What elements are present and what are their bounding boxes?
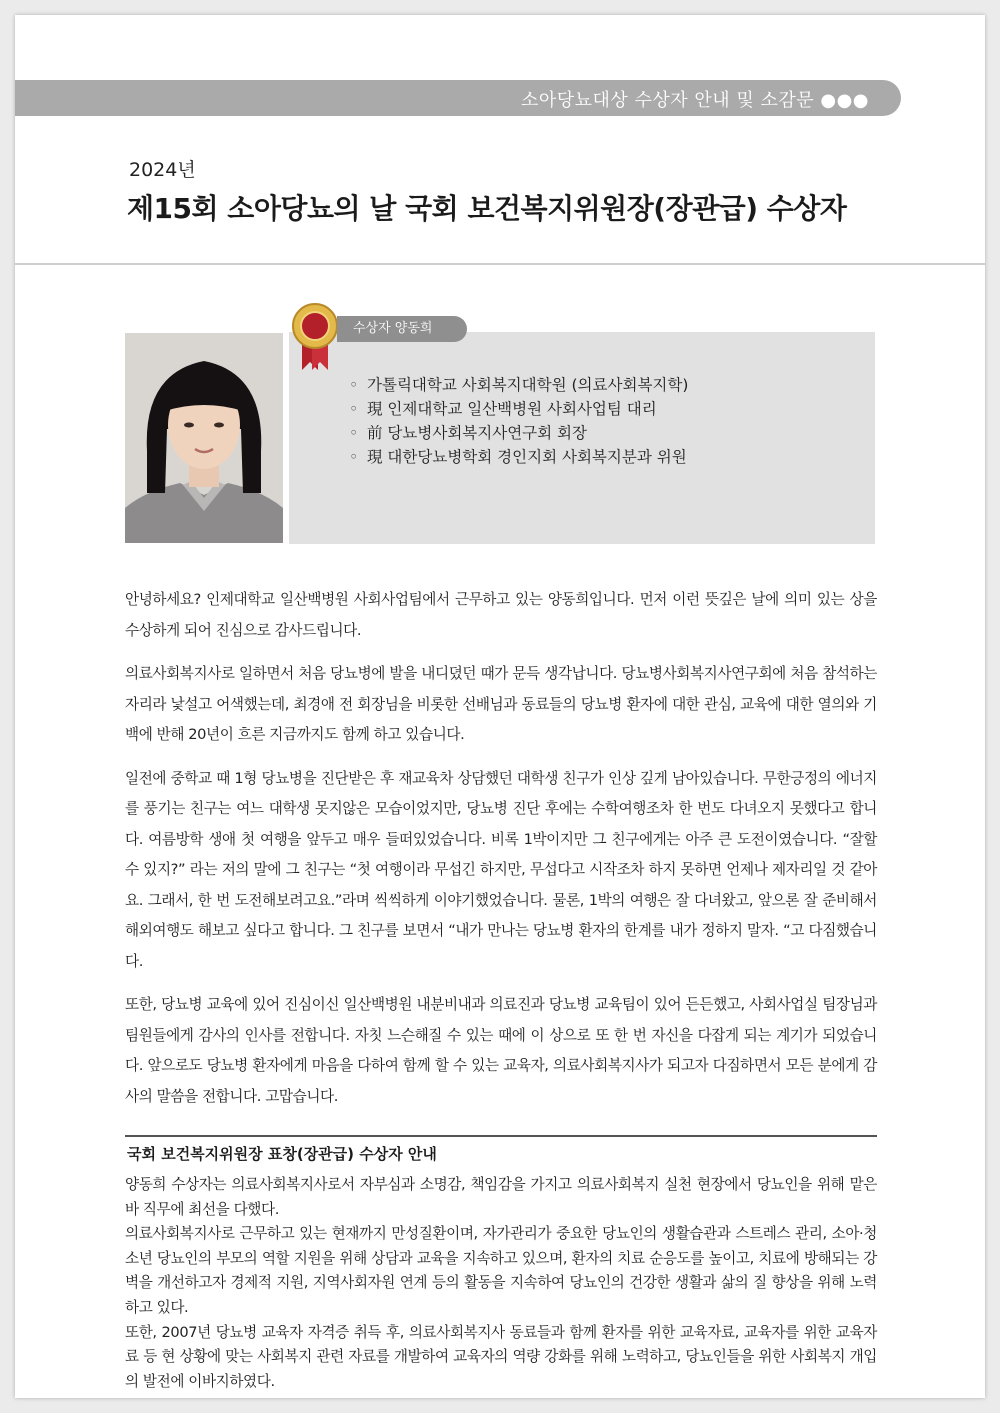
credential-item <box>349 445 688 469</box>
bullet-icon: ◦ <box>349 376 359 394</box>
credential-text: 現 대한당뇨병학회 경인지회 사회복지분과 위원 <box>367 448 687 466</box>
header-bar <box>15 80 901 116</box>
portrait-image <box>125 333 283 543</box>
speech-body <box>125 585 877 1125</box>
credential-item <box>349 397 688 421</box>
recipient-photo <box>125 333 283 543</box>
award-info-paragraph: 의료사회복지사로 근무하고 있는 현재까지 만성질환이며, 자가관리가 중요한 당뇨인의 생활습관과 스트레스 관리, 소아·청소년 당뇨인의 부모의 역할 지원을 위해 상담과 교육을 지속하고 있으며, 환자의 치료 순응도를 높이고, 치료에 방해되는 강벽을 개선하고자 경제적 지원, 지역사회자원 연계 등의 활동을 지속하여 당뇨인의 건강한 생활과 삶의 질 향상을 위해 노력하고 있다. <box>125 1225 877 1316</box>
award-info-paragraph: 또한, 2007년 당뇨병 교육자 자격증 취득 후, 의료사회복지사 동료들과 함께 환자를 위한 교육자료, 교육자를 위한 교육자료 등 현 상황에 맞는 사회복지 관련 자료를 개발하여 교육자의 역량 강화를 위해 노력하고, 당뇨인들을 위한 사회복지 개입의 발전에 이바지하였다. <box>125 1323 877 1390</box>
page-title: 제15회 소아당뇨의 날 국회 보건복지위원장(장관급) 수상자 <box>127 192 847 225</box>
credential-text: 前 당뇨병사회복지사연구회 회장 <box>367 424 588 442</box>
credentials-list <box>349 373 688 469</box>
award-info-paragraph: 양동희 수상자는 의료사회복지사로서 자부심과 소명감, 책임감을 가지고 의료사회복지 실천 현장에서 당뇨인을 위해 맡은 바 직무에 최선을 다했다. <box>125 1176 877 1218</box>
credential-text: 現 인제대학교 일산백병원 사회사업팀 대리 <box>367 400 657 418</box>
credential-item <box>349 421 688 445</box>
award-info-body <box>125 1173 877 1394</box>
header-text: 소아당뇨대상 수상자 안내 및 소감문 ●●● <box>520 90 869 111</box>
speech-paragraph: 또한, 당뇨병 교육에 있어 진심이신 일산백병원 내분비내과 의료진과 당뇨병 교육팀이 있어 든든했고, 사회사업실 팀장님과 팀원들에게 감사의 인사를 전합니다. 자칫 느슨해질 수 있는 때에 이 상으로 또 한 번 자신을 다잡게 되는 계기가 되었습니다. 앞으로도 당뇨병 환자에게 마음을 다하여 함께 할 수 있는 교육자, 의료사회복지사가 되고자 다짐하면서 모든 분에게 감사의 말씀을 전합니다. 고맙습니다. <box>125 996 877 1105</box>
recipient-name-tab: 수상자 양동희 <box>337 316 467 342</box>
credential-text: 가톨릭대학교 사회복지대학원 (의료사회복지학) <box>367 376 689 394</box>
bullet-icon: ◦ <box>349 400 359 418</box>
section-divider <box>125 1135 877 1137</box>
page <box>15 15 985 1398</box>
award-year: 2024년 <box>129 159 196 181</box>
speech-paragraph: 의료사회복지사로 일하면서 처음 당뇨병에 발을 내디뎠던 때가 문득 생각납니다. 당뇨병사회복지사연구회에 처음 참석하는 자리라 낯설고 어색했는데, 최경애 전 회장님을 비롯한 선배님과 동료들의 당뇨병 환자에 대한 관심, 교육에 대한 열의와 기백에 반해 20년이 흐른 지금까지도 함께 하고 있습니다. <box>125 665 877 743</box>
section-title: 국회 보건복지위원장 표창(장관급) 수상자 안내 <box>127 1145 437 1163</box>
bullet-icon: ◦ <box>349 448 359 466</box>
speech-paragraph: 안녕하세요? 인제대학교 일산백병원 사회사업팀에서 근무하고 있는 양동희입니다. 먼저 이런 뜻깊은 날에 의미 있는 상을 수상하게 되어 진심으로 감사드립니다. <box>125 591 877 639</box>
credential-item <box>349 373 688 397</box>
bullet-icon: ◦ <box>349 424 359 442</box>
title-divider <box>15 263 985 265</box>
speech-paragraph: 일전에 중학교 때 1형 당뇨병을 진단받은 후 재교육차 상담했던 대학생 친구가 인상 깊게 남아있습니다. 무한긍정의 에너지를 풍기는 친구는 여느 대학생 못지않은 모습이었지만, 당뇨병 진단 후에는 수학여행조차 한 번도 다녀오지 못했다고 합니다. 여름방학 생애 첫 여행을 앞두고 매우 들떠있었습니다. 비록 1박이지만 그 친구에게는 아주 큰 도전이였습니다. “잘할 수 있지?” 라는 저의 말에 그 친구는 “첫 여행이라 무섭긴 하지만, 무섭다고 시작조차 하지 못하면 언제나 제자리일 것 같아요. 그래서, 한 번 도전해보려고요.”라며 씩씩하게 이야기했었습니다. 물론, 1박의 여행은 잘 다녀왔고, 앞으론 잘 준비해서 해외여행도 해보고 싶다고 합니다. 그 친구를 보면서 “내가 만나는 당뇨병 환자의 한계를 내가 정하지 말자. “고 다짐했습니다. <box>125 769 877 970</box>
medal-icon <box>290 302 340 372</box>
